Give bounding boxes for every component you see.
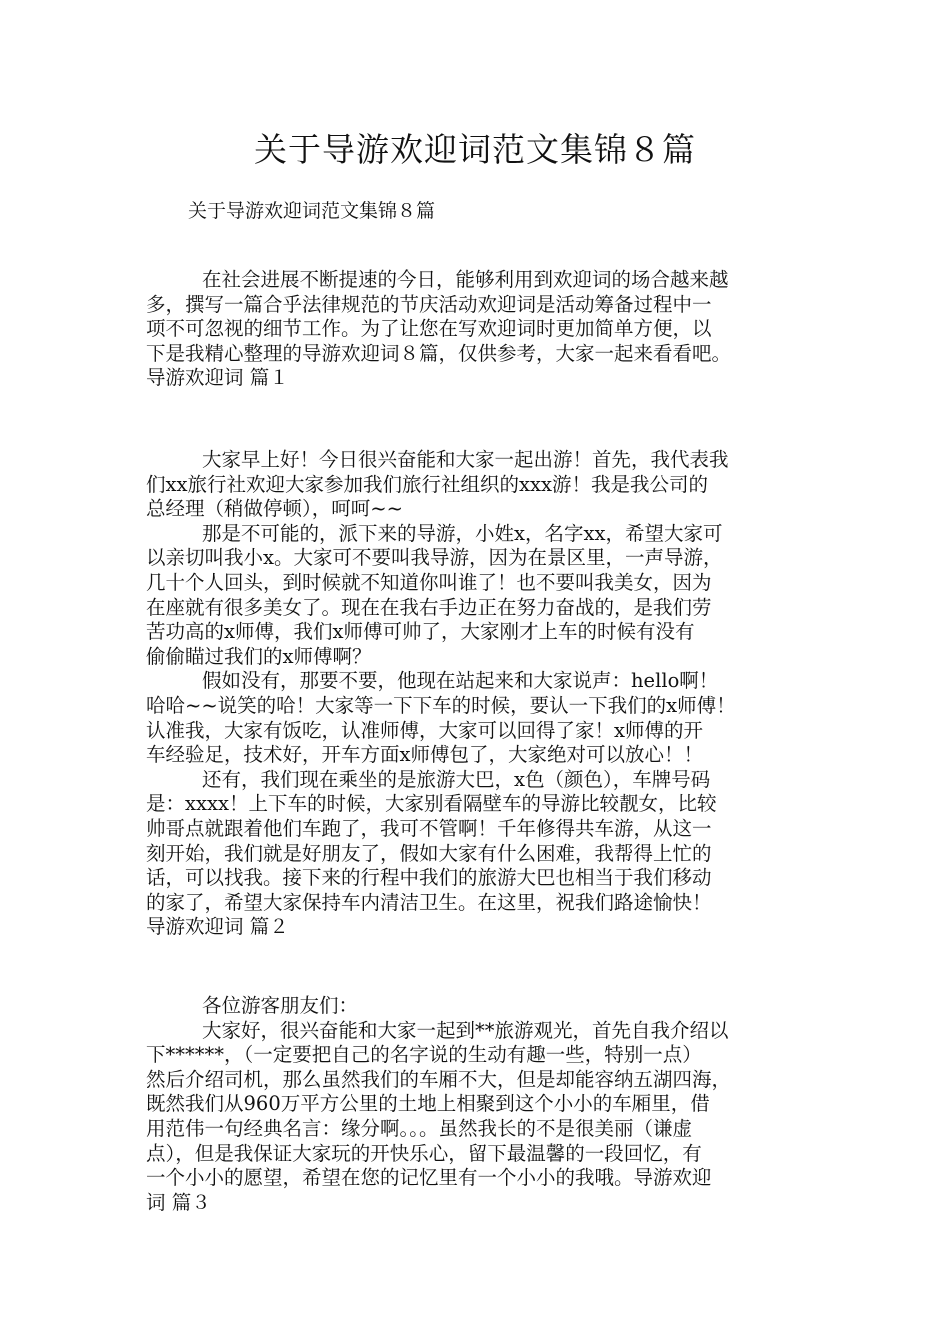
- text-line: 各位游客朋友们：: [202, 994, 359, 1017]
- text-line: 偷偷瞄过我们的x师傅啊？: [146, 644, 372, 668]
- text-line: 几十个人回头，到时候就不知道你叫谁了！也不要叫我美女，因为: [146, 570, 712, 594]
- text-line: 然后介绍司机，那么虽然我们的车厢不大，但是却能容纳五湖四海，: [146, 1067, 732, 1091]
- text-line: 一个小小的愿望，希望在您的记忆里有一个小小的我哦。导游欢迎: [146, 1166, 712, 1190]
- text-line: 下是我精心整理的导游欢迎词８篇，仅供参考，大家一起来看看吧。: [146, 341, 732, 365]
- text-line: 以亲切叫我小x。大家可不要叫我导游，因为在景区里，一声导游，: [146, 546, 723, 570]
- text-line: 多，撰写一篇合乎法律规范的节庆活动欢迎词是活动筹备过程中一: [146, 292, 712, 316]
- text-line: 刻开始，我们就是好朋友了，假如大家有什么困难，我帮得上忙的: [146, 841, 712, 865]
- section-heading: 导游欢迎词 篇１: [146, 366, 289, 390]
- text-line: 下******，（一定要把自己的名字说的生动有趣一些，特别一点）: [146, 1043, 702, 1067]
- welcome-speech-2: [146, 994, 822, 1215]
- text-line: 是：xxxx！上下车的时候，大家别看隔壁车的导游比较靓女，比较: [146, 792, 717, 816]
- text-line: 用范伟一句经典名言：缘分啊。。。虽然我长的不是很美丽（谦虚: [146, 1116, 693, 1140]
- text-line: 还有，我们现在乘坐的是旅游大巴，x色（颜色），车牌号码: [202, 767, 711, 791]
- text-line: 车经验足，技术好，开车方面x师傅包了，大家绝对可以放心！！: [146, 743, 703, 767]
- text-line: 的家了，希望大家保持车内清洁卫生。在这里，祝我们路途愉快！: [146, 890, 712, 914]
- text-line: 哈哈~~说笑的哈！大家等一下下车的时候，要认一下我们的x师傅！: [146, 693, 736, 717]
- text-line: 假如没有，那要不要，他现在站起来和大家说声：hello啊！: [202, 669, 719, 693]
- text-line: 大家早上好！今日很兴奋能和大家一起出游！首先，我代表我: [202, 448, 729, 471]
- document-title: 关于导游欢迎词范文集锦８篇: [254, 130, 696, 169]
- text-line: 那是不可能的，派下来的导游，小姓x，名字xx，希望大家可: [202, 521, 723, 545]
- text-line: 在社会进展不断提速的今日，能够利用到欢迎词的场合越来越: [202, 268, 729, 291]
- intro-paragraph: [146, 268, 822, 391]
- document-subtitle: 关于导游欢迎词范文集锦８篇: [188, 200, 436, 222]
- section-heading: 导游欢迎词 篇２: [146, 915, 289, 939]
- section-heading: 词 篇３: [146, 1190, 211, 1214]
- text-line: 苦功高的x师傅，我们x师傅可帅了，大家刚才上车的时候有没有: [146, 620, 695, 644]
- text-line: 帅哥点就跟着他们车跑了，我可不管啊！千年修得共车游，从这一: [146, 816, 712, 840]
- text-line: 点），但是我保证大家玩的开快乐心，留下最温馨的一段回忆，有: [146, 1141, 702, 1165]
- text-line: 认准我，大家有饭吃，认准师傅，大家可以回得了家！x师傅的开: [146, 718, 703, 742]
- text-line: 话，可以找我。接下来的行程中我们的旅游大巴也相当于我们移动: [146, 866, 712, 890]
- text-line: 既然我们从960万平方公里的土地上相聚到这个小小的车厢里，借: [146, 1092, 710, 1116]
- text-line: 总经理（稍做停顿），呵呵~~: [146, 497, 403, 521]
- text-line: 大家好，很兴奋能和大家一起到**旅游观光，首先自我介绍以: [202, 1018, 729, 1042]
- text-line: 们xx旅行社欢迎大家参加我们旅行社组织的xxx游！我是我公司的: [146, 472, 708, 496]
- welcome-speech-1: [146, 448, 822, 940]
- text-line: 在座就有很多美女了。现在在我右手边正在努力奋战的，是我们劳: [146, 595, 712, 619]
- text-line: 项不可忽视的细节工作。为了让您在写欢迎词时更加简单方便，以: [146, 317, 712, 341]
